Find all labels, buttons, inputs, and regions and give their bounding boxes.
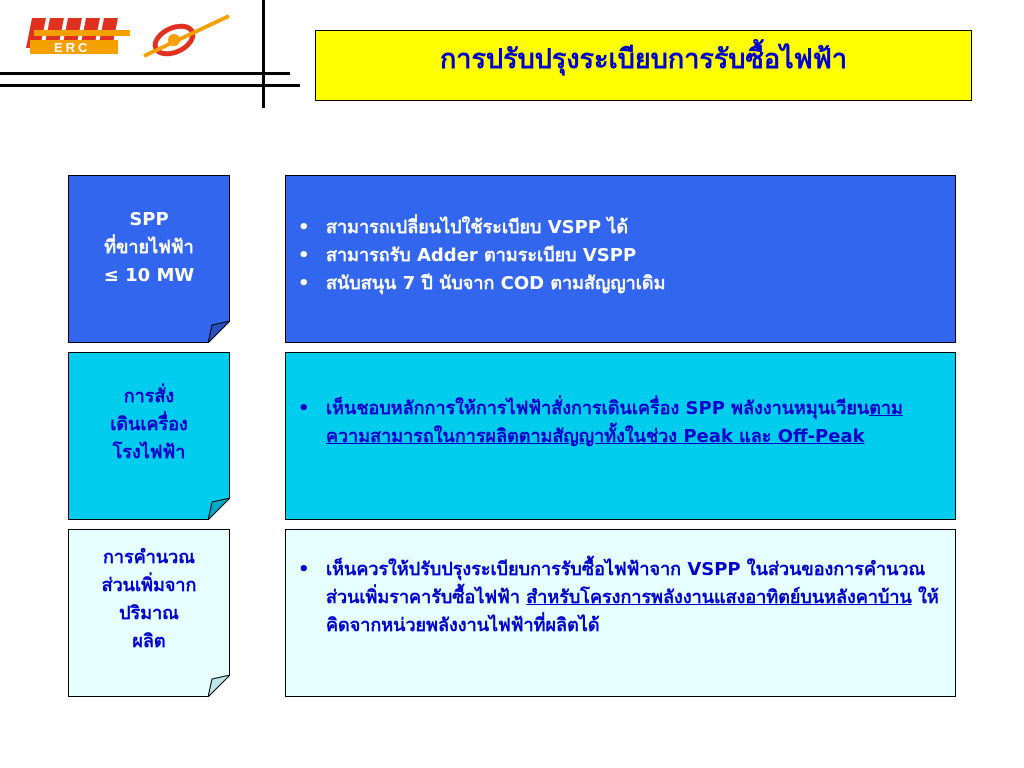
erc-logo: [24, 8, 240, 68]
label-line: ปริมาณ: [119, 603, 179, 624]
label-note-spp: [68, 175, 230, 343]
bullet-text-underlined: ตามความสามารถในการผลิตตามสัญญาทั้งในช่วง Peak และ Off-Peak: [326, 398, 903, 447]
bullet-text: เห็นควรให้ปรับปรุงระเบียบการรับซื้อไฟฟ้าจาก VSPP ในส่วนของการคำนวณส่วนเพิ่มราคารับซื้อไฟฟ้า: [326, 559, 926, 608]
bullet-text-underlined: สำหรับโครงการพลังงานแสงอาทิตย์บนหลังคาบ้าน: [526, 587, 912, 608]
header-line-bottom: [0, 84, 300, 87]
page-fold-icon: [208, 498, 230, 520]
bullet-list: [286, 395, 935, 451]
label-line: การสั่ง: [123, 386, 175, 407]
bullet-text: สามารถรับ Adder ตามระเบียบ VSPP: [326, 245, 637, 266]
bullet-item: [286, 556, 945, 640]
label-line: ที่ขายไฟฟ้า: [104, 237, 194, 258]
label-line: การคำนวณ: [103, 547, 195, 568]
bullet-item: [286, 242, 955, 270]
content-box-spp: [285, 175, 956, 343]
bullet-item: [286, 214, 955, 242]
label-line: ผลิต: [132, 631, 166, 652]
label-note-calculation: [68, 529, 230, 697]
label-line: ส่วนเพิ่มจาก: [101, 575, 197, 596]
title-box: [315, 30, 972, 101]
logo-text: ERC: [54, 40, 91, 55]
label-line: ≤ 10 MW: [103, 265, 195, 286]
content-box-calculation: [285, 529, 956, 697]
bullet-text: สนับสนุน 7 ปี นับจาก COD ตามสัญญาเดิม: [326, 273, 666, 294]
label-line: โรงไฟฟ้า: [112, 442, 186, 463]
bullet-text: สามารถเปลี่ยนไปใช้ระเบียบ VSPP ได้: [326, 217, 629, 238]
label-line: SPP: [129, 209, 169, 230]
bullet-item: [286, 270, 955, 298]
label-note-dispatch: [68, 352, 230, 520]
bullet-text: เห็นชอบหลักการให้การไฟฟ้าสั่งการเดินเครื่อง SPP พลังงานหมุนเวียน: [326, 398, 870, 419]
header-line-top: [0, 72, 290, 75]
header-vertical-line: [262, 0, 265, 108]
page-fold-icon: [208, 675, 230, 697]
label-line: เดินเครื่อง: [110, 414, 188, 435]
page-fold-icon: [208, 321, 230, 343]
bullet-item: [286, 395, 935, 451]
page-title: การปรับปรุงระเบียบการรับซื้อไฟฟ้า: [439, 44, 848, 75]
bullet-list: [286, 214, 955, 298]
bullet-list: [286, 556, 945, 640]
bullet-text: ให้คิดจากหน่วยพลังงานไฟฟ้าที่ผลิตได้: [326, 587, 939, 636]
content-box-dispatch: [285, 352, 956, 520]
